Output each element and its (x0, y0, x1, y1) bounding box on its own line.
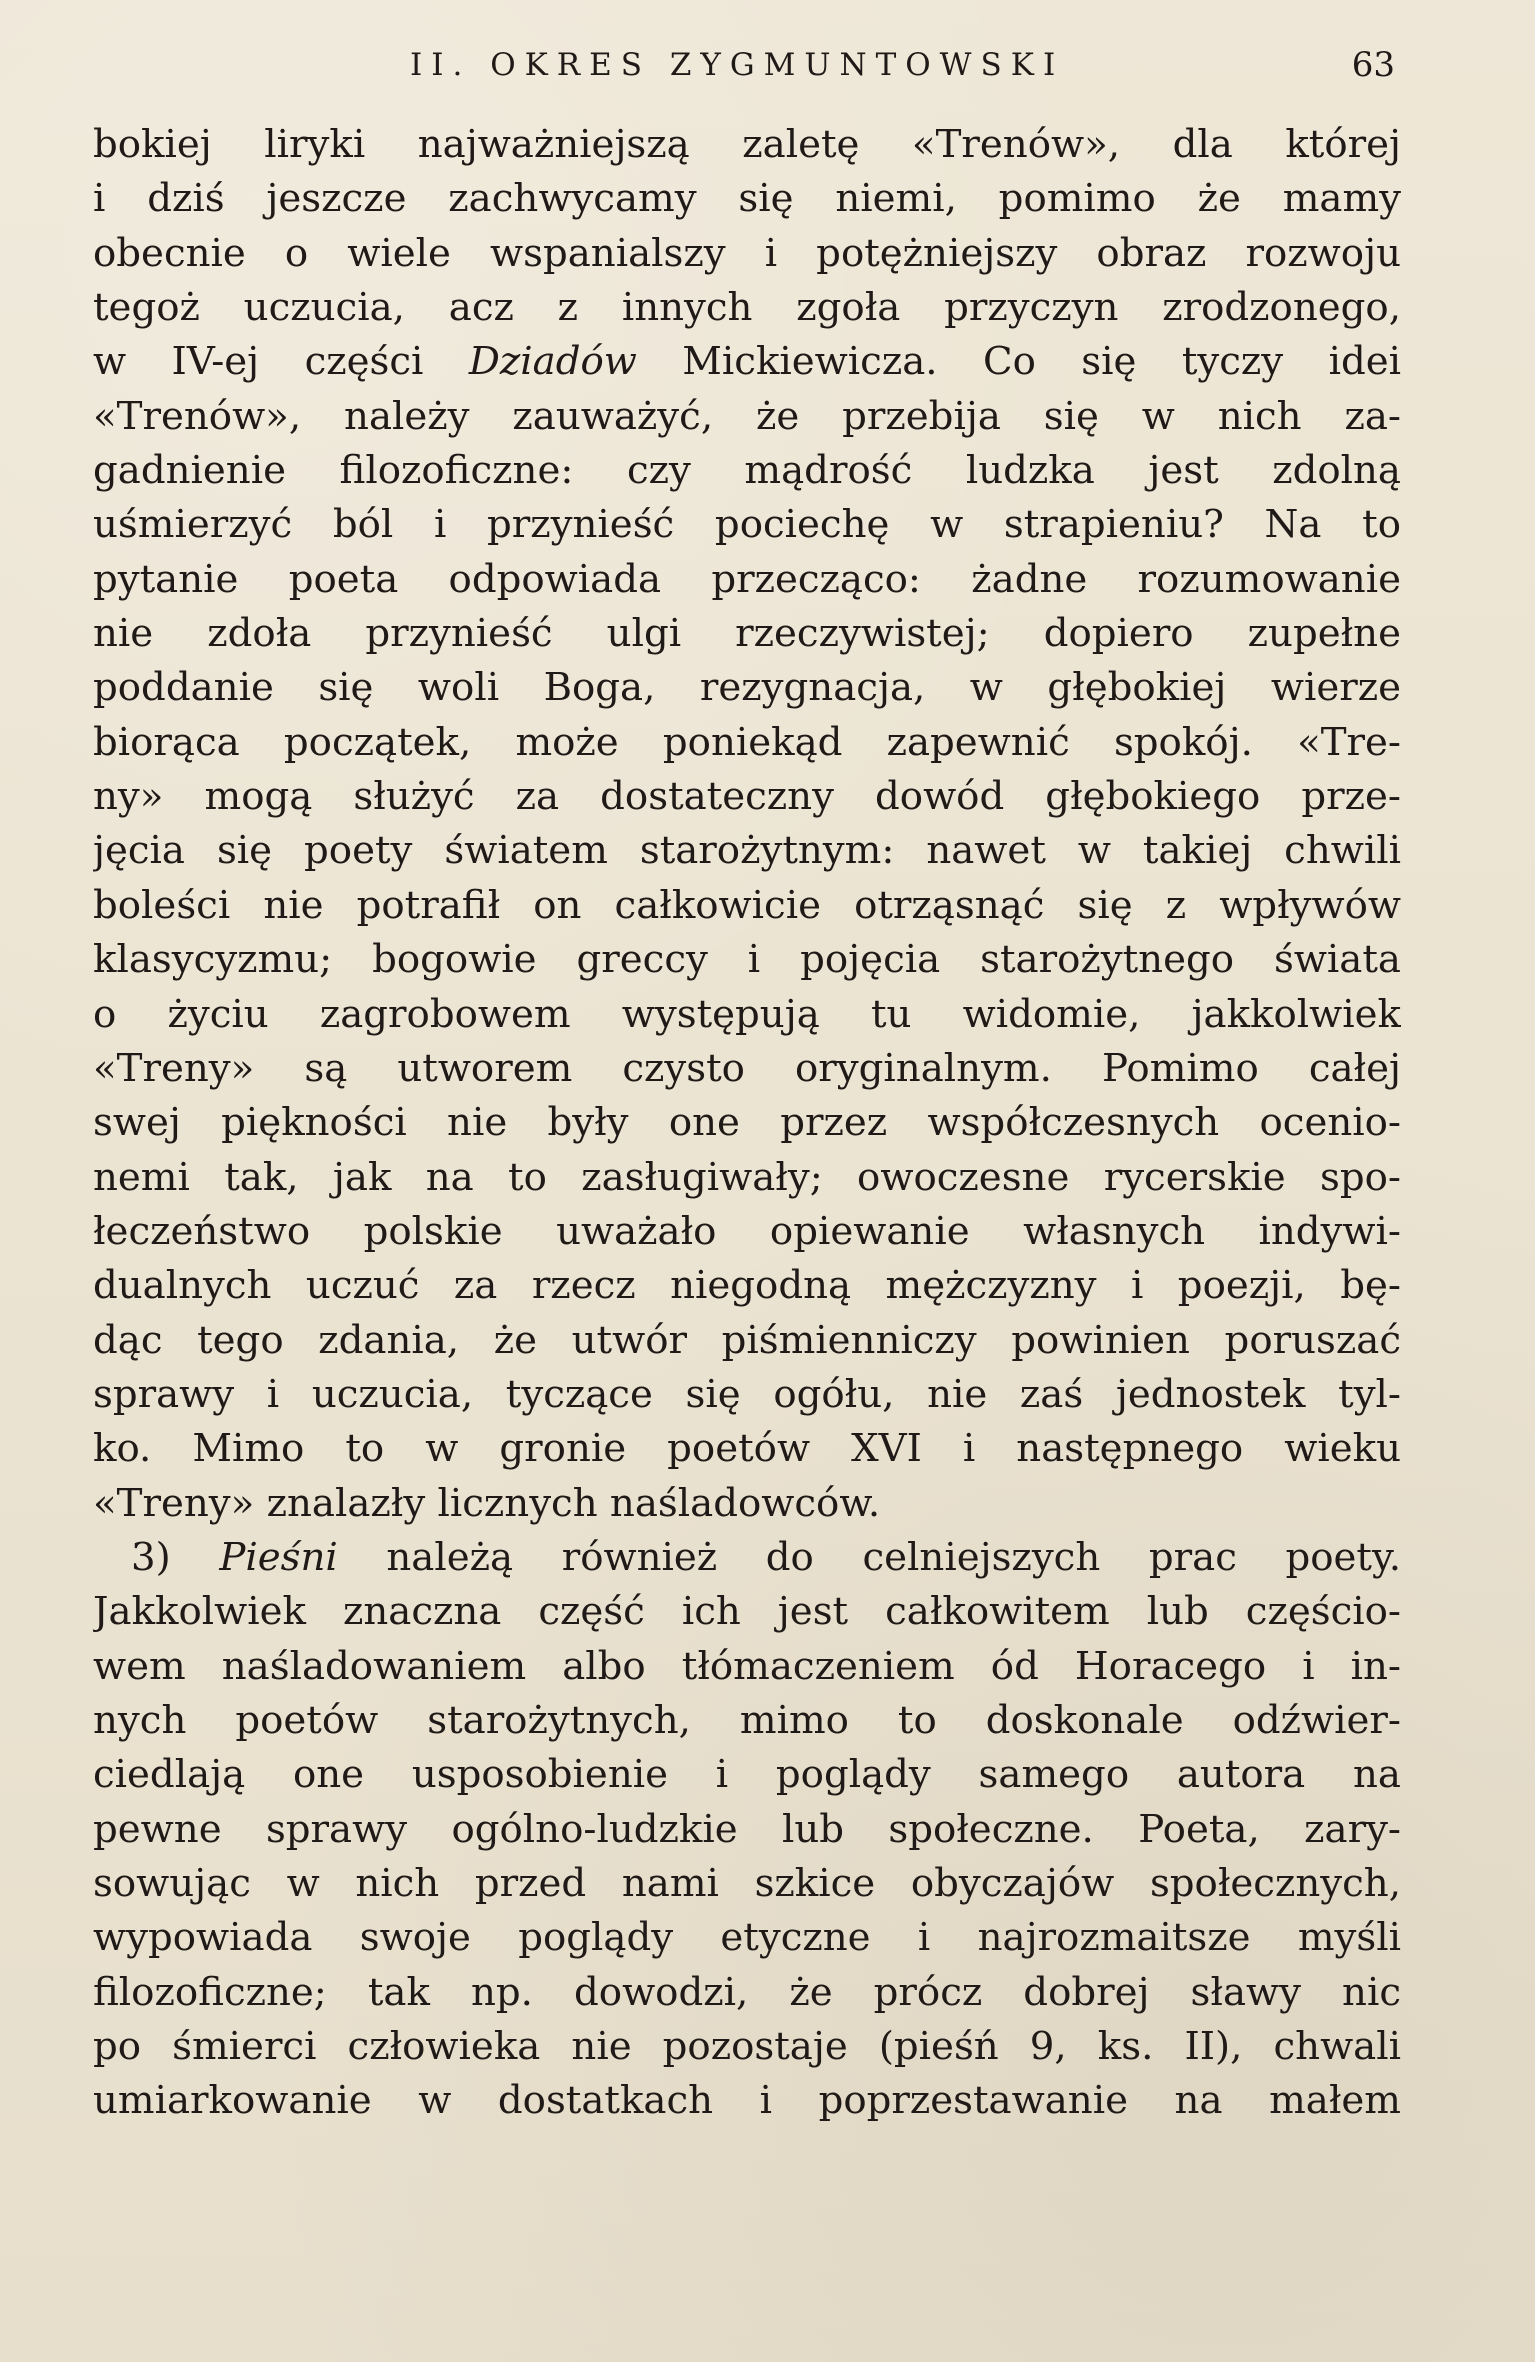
text-line: «Trenów», należy zauważyć, że przebija się w nich za- (93, 393, 1401, 439)
text-line: dualnych uczuć za rzecz niegodną mężczyzny i poezji, bę- (93, 1263, 1401, 1309)
text-line: i dziś jeszcze zachwycamy się niemi, pomimo że mamy (93, 176, 1401, 222)
text-line: umiarkowanie w dostatkach i poprzestawanie na małem (93, 2078, 1401, 2124)
text-line: «Treny» są utworem czysto oryginalnym. Pomimo całej (93, 1045, 1401, 1091)
text-line: wem naśladowaniem albo tłómaczeniem ód Horacego i in- (93, 1643, 1401, 1689)
text-line: uśmierzyć ból i przynieść pociechę w strapieniu? Na to (93, 502, 1401, 548)
text-line: filozoficzne; tak np. dowodzi, że prócz dobrej sławy nic (93, 1969, 1401, 2015)
text-line: nych poetów starożytnych, mimo to doskonale odźwier- (93, 1697, 1401, 1743)
text-line: łeczeństwo polskie uważało opiewanie własnych indywi- (93, 1208, 1401, 1254)
italic-title-dziady: Dziadów (468, 339, 637, 385)
text-line: ko. Mimo to w gronie poetów XVI i następnego wieku (93, 1426, 1401, 1472)
text-line: pewne sprawy ogólno-ludzkie lub społeczne. Poeta, zary- (93, 1806, 1401, 1852)
line-fragment: należą również do celniejszych prac poety. (337, 1534, 1401, 1580)
text-line: nie zdoła przynieść ulgi rzeczywistej; dopiero zupełne (93, 611, 1401, 657)
text-line: Jakkolwiek znaczna część ich jest całkowitem lub częścio- (93, 1589, 1401, 1635)
text-line: dąc tego zdania, że utwór piśmienniczy powinien poruszać (93, 1317, 1401, 1363)
text-line: obecnie o wiele wspanialszy i potężniejszy obraz rozwoju (93, 230, 1401, 276)
main-text (93, 118, 1401, 2129)
page-number: 63 (1351, 45, 1395, 85)
text-line: sowując w nich przed nami szkice obyczajów społecznych, (93, 1861, 1401, 1906)
text-line: gadnienie filozoficzne: czy mądrość ludzka jest zdolną (93, 448, 1401, 494)
text-line: klasycyzmu; bogowie greccy i pojęcia starożytnego świata (93, 937, 1401, 983)
text-line: nemi tak, jak na to zasługiwały; owoczesne rycerskie spo- (93, 1154, 1401, 1200)
text-line: po śmierci człowieka nie pozostaje (pieśń 9, ks. II), chwali (93, 2024, 1401, 2070)
line-fragment: Mickiewicza. Co się tyczy idei (636, 339, 1401, 385)
text-line: pytanie poeta odpowiada przecząco: żadne rozumowanie (93, 556, 1401, 602)
text-line (93, 335, 1401, 389)
line-fragment: 3) (131, 1534, 220, 1580)
section-start-line (93, 1531, 1401, 1585)
italic-section-title-piesni: Pieśni (219, 1534, 338, 1580)
text-line: bokiej liryki najważniejszą zaletę «Trenów», dla której (93, 122, 1401, 167)
line-fragment: w IV-ej części (93, 339, 469, 385)
text-line: boleści nie potrafił on całkowicie otrząsnąć się z wpływów (93, 882, 1401, 928)
text-line: poddanie się woli Boga, rezygnacja, w głębokiej wierze (93, 665, 1401, 711)
text-line: swej piękności nie były one przez współczesnych ocenio- (93, 1100, 1401, 1146)
running-header (410, 44, 1395, 92)
text-line: ny» mogą służyć za dostateczny dowód głębokiego prze- (93, 774, 1401, 820)
text-line: biorąca początek, może poniekąd zapewnić spokój. «Tre- (93, 719, 1401, 765)
chapter-title: II. OKRES ZYGMUNTOWSKI (410, 47, 1065, 83)
text-line: wypowiada swoje poglądy etyczne i najrozmaitsze myśli (93, 1915, 1401, 1961)
text-line: ciedlają one usposobienie i poglądy samego autora na (93, 1752, 1401, 1798)
text-line: jęcia się poety światem starożytnym: nawet w takiej chwili (93, 828, 1401, 874)
text-line: tegoż uczucia, acz z innych zgoła przyczyn zrodzonego, (93, 285, 1401, 331)
paragraph-last-line: «Treny» znalazły licznych naśladowców. (93, 1480, 881, 1526)
text-line: sprawy i uczucia, tyczące się ogółu, nie zaś jednostek tyl- (93, 1371, 1401, 1417)
text-line: o życiu zagrobowem występują tu widomie, jakkolwiek (93, 991, 1401, 1037)
